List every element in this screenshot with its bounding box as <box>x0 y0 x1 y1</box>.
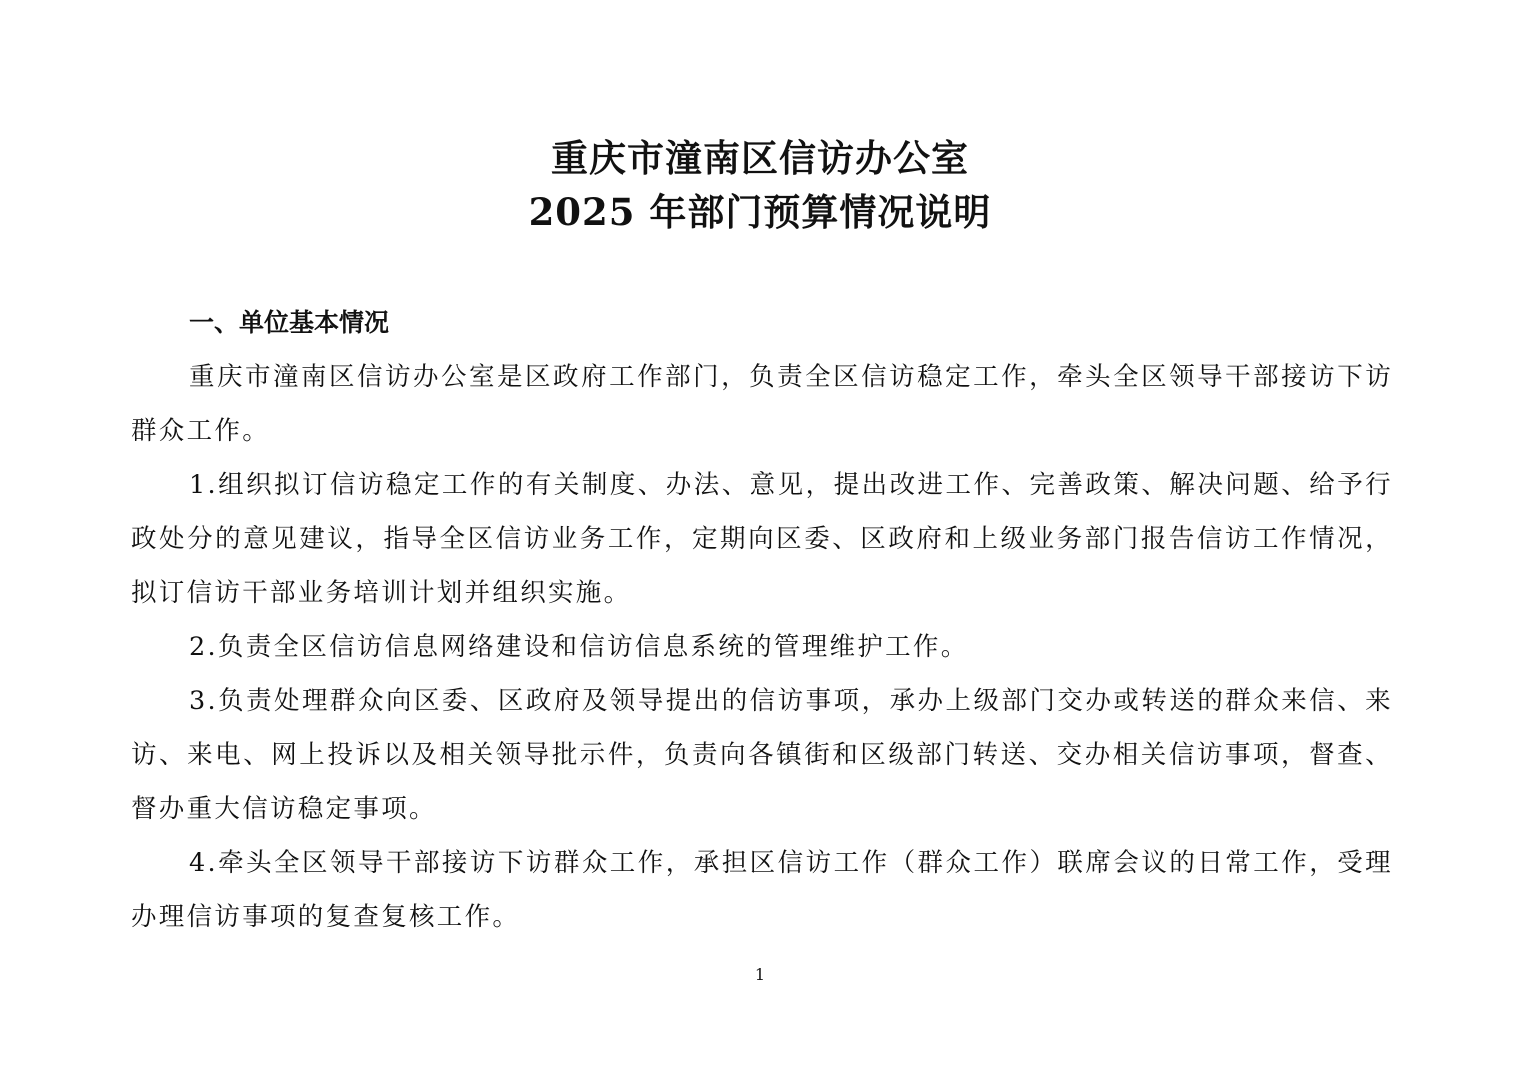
paragraph-item-2: 2.负责全区信访信息网络建设和信访信息系统的管理维护工作。 <box>189 632 969 662</box>
document-title-line2: 2025 年部门预算情况说明 <box>528 190 992 234</box>
section-heading: 一、单位基本情况 <box>189 308 390 337</box>
paragraph-item-3: 3.负责处理群众向区委、区政府及领导提出的信访事项，承办上级部门交办或转送的群众来信、来访、来电、网上投诉以及相关领导批示件，负责向各镇街和区级部门转送、交办相关信访事项，督查、督办重大信访稳定事项。 <box>131 686 1393 824</box>
page-number: 1 <box>754 965 766 984</box>
paragraph-item-4: 4.牵头全区领导干部接访下访群众工作，承担区信访工作（群众工作）联席会议的日常工作，受理办理信访事项的复查复核工作。 <box>131 848 1393 932</box>
document-title-line1: 重庆市潼南区信访办公室 <box>551 136 969 180</box>
paragraph-item-1: 1.组织拟订信访稳定工作的有关制度、办法、意见，提出改进工作、完善政策、解决问题、给予行政处分的意见建议，指导全区信访业务工作，定期向区委、区政府和上级业务部门报告信访工作情况，拟订信访干部业务培训计划并组织实施。 <box>131 470 1393 608</box>
paragraph-intro: 重庆市潼南区信访办公室是区政府工作部门，负责全区信访稳定工作，牵头全区领导干部接访下访群众工作。 <box>131 362 1393 446</box>
